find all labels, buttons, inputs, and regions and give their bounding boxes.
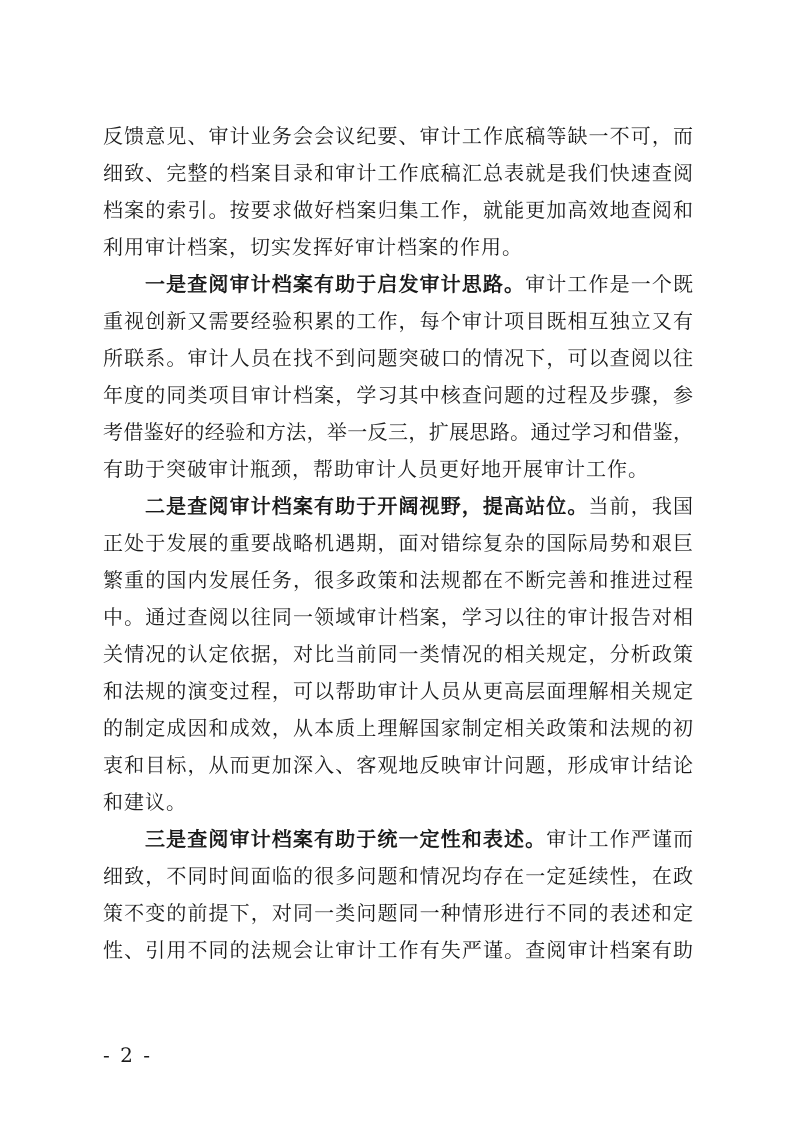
text-run: 审计工作严谨而 bbox=[546, 827, 694, 851]
text-line: 年度的同类项目审计档案，学习其中核查问题的过程及步骤，参 bbox=[103, 383, 693, 407]
text-run: 当前，我国 bbox=[588, 494, 694, 518]
paragraph bbox=[103, 118, 693, 266]
text-line: 重视创新又需要经验积累的工作，每个审计项目既相互独立又有 bbox=[103, 309, 693, 333]
text-line: 有助于突破审计瓶颈，帮助审计人员更好地开展审计工作。 bbox=[103, 457, 649, 481]
text-line: 策不变的前提下，对同一类问题同一种情形进行不同的表述和定 bbox=[103, 901, 693, 925]
text-line: 关情况的认定依据，对比当前同一类情况的相关规定，分析政策 bbox=[103, 642, 693, 666]
page-number: - 2 - bbox=[103, 1043, 152, 1067]
text-line: 中。通过查阅以往同一领域审计档案，学习以往的审计报告对相 bbox=[103, 605, 693, 629]
text-run: 审计工作是一个既 bbox=[525, 272, 694, 296]
paragraph bbox=[103, 488, 693, 821]
text-line: 档案的索引。按要求做好档案归集工作，就能更加高效地查阅和 bbox=[103, 198, 693, 222]
text-line: 利用审计档案，切实发挥好审计档案的作用。 bbox=[103, 235, 523, 259]
text-line: 和建议。 bbox=[103, 790, 187, 814]
text-line: 和法规的演变过程，可以帮助审计人员从更高层面理解相关规定 bbox=[103, 679, 693, 703]
text-line: 繁重的国内发展任务，很多政策和法规都在不断完善和推进过程 bbox=[103, 568, 693, 592]
text-line bbox=[103, 488, 693, 525]
paragraph bbox=[103, 821, 693, 969]
text-line: 细致，不同时间面临的很多问题和情况均存在一定延续性，在政 bbox=[103, 864, 693, 888]
paragraph-lead-heading: 三是查阅审计档案有助于统一定性和表述。 bbox=[145, 827, 547, 851]
text-line: 性、引用不同的法规会让审计工作有失严谨。查阅审计档案有助 bbox=[103, 938, 693, 962]
paragraph-lead-heading: 一是查阅审计档案有助于启发审计思路。 bbox=[145, 272, 526, 296]
text-line bbox=[103, 266, 693, 303]
paragraph bbox=[103, 266, 693, 488]
text-line: 所联系。审计人员在找不到问题突破口的情况下，可以查阅以往 bbox=[103, 346, 693, 370]
text-line: 衷和目标，从而更加深入、客观地反映审计问题，形成审计结论 bbox=[103, 753, 693, 777]
text-line: 反馈意见、审计业务会会议纪要、审计工作底稿等缺一不可，而 bbox=[103, 124, 693, 148]
text-line bbox=[103, 821, 693, 858]
text-line: 正处于发展的重要战略机遇期，面对错综复杂的国际局势和艰巨 bbox=[103, 531, 693, 555]
paragraph-lead-heading: 二是查阅审计档案有助于开阔视野，提高站位。 bbox=[145, 494, 589, 518]
text-line: 的制定成因和成效，从本质上理解国家制定相关政策和法规的初 bbox=[103, 716, 693, 740]
text-line: 考借鉴好的经验和方法，举一反三，扩展思路。通过学习和借鉴， bbox=[103, 420, 693, 444]
document-body bbox=[103, 118, 693, 969]
text-line: 细致、完整的档案目录和审计工作底稿汇总表就是我们快速查阅 bbox=[103, 161, 693, 185]
